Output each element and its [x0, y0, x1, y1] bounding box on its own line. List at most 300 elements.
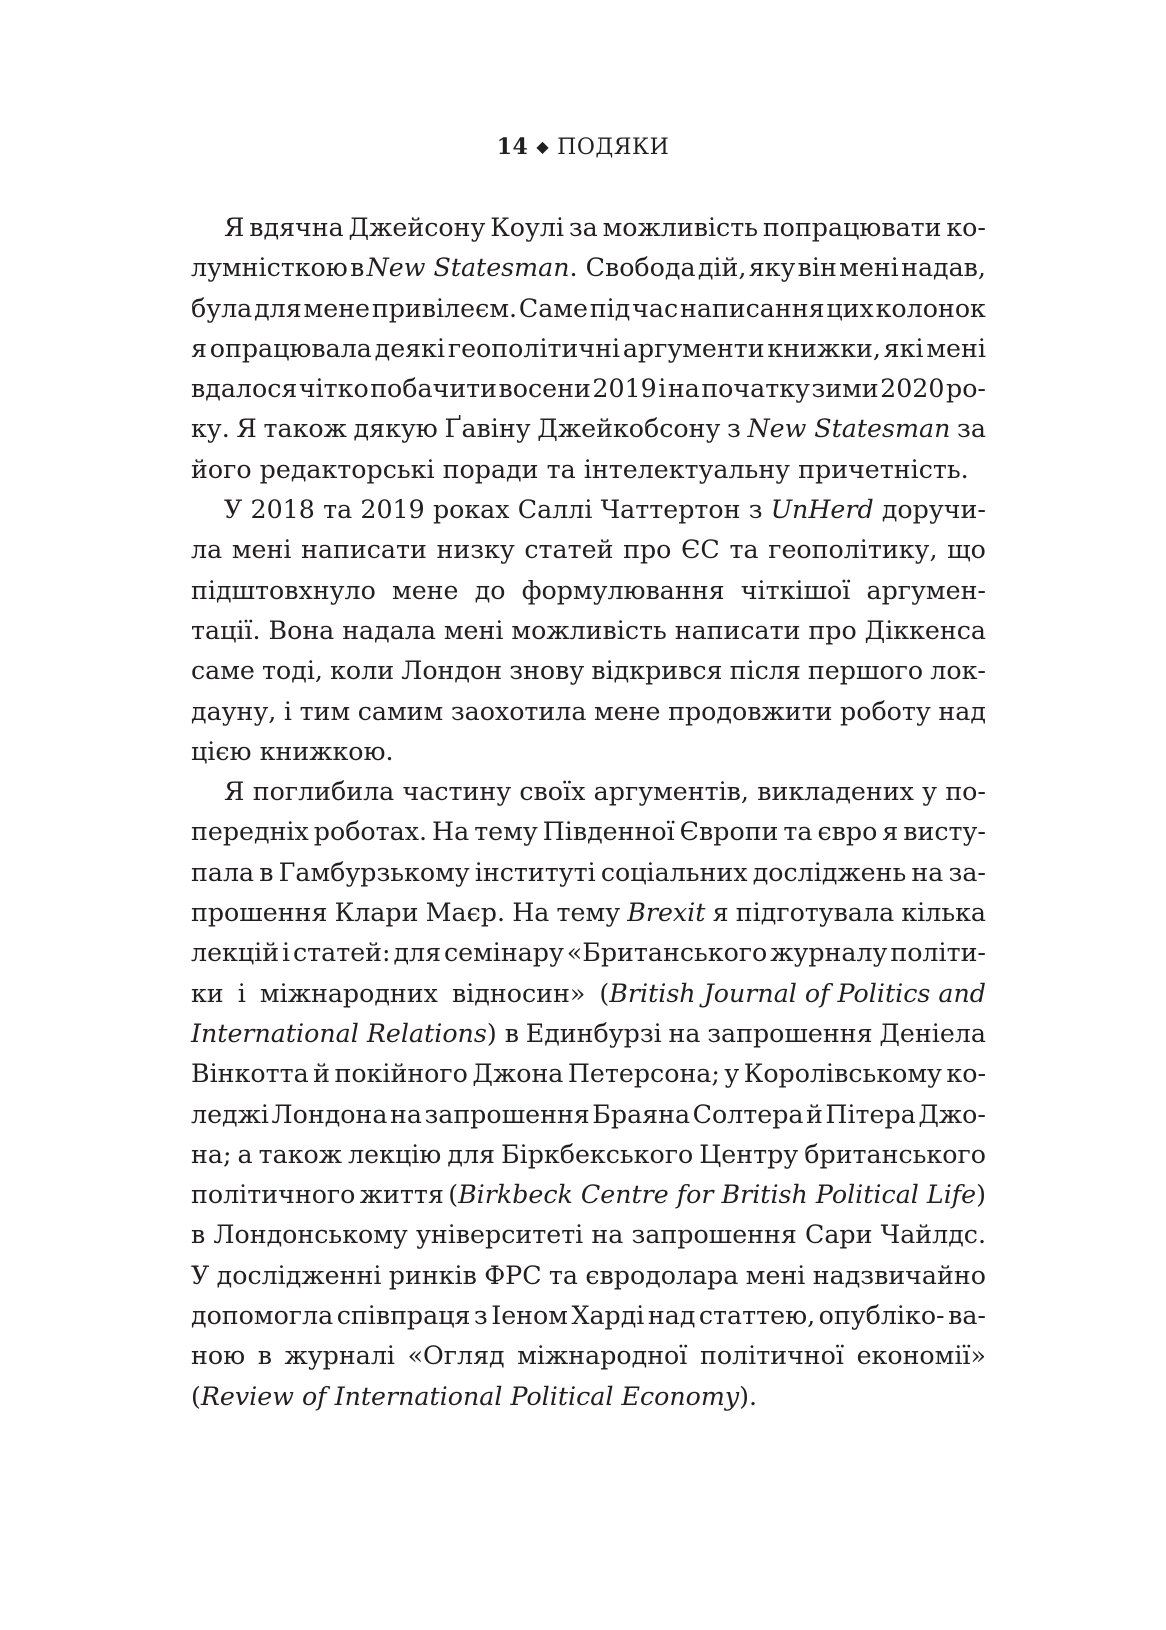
- word: політи-: [890, 938, 986, 968]
- word-group: [217, 1256, 382, 1296]
- word-group: [675, 611, 801, 651]
- text-line: [191, 1336, 986, 1376]
- text-line: [191, 490, 986, 530]
- word-group: [224, 208, 244, 248]
- word-group: [358, 692, 443, 732]
- word: з: [727, 414, 741, 444]
- word-group: [768, 530, 937, 570]
- text-line: [191, 1095, 986, 1135]
- text-line: [191, 692, 986, 732]
- word-group: [806, 1095, 823, 1135]
- word: час: [632, 293, 679, 323]
- word: яку: [748, 253, 796, 283]
- word: книжкою.: [259, 736, 394, 766]
- word: семінару: [443, 938, 564, 968]
- word-group: [191, 1175, 355, 1215]
- running-header: [0, 134, 1166, 160]
- word: причетність.: [798, 454, 969, 484]
- italic-word: New Statesman: [366, 253, 570, 283]
- word: Джона: [472, 1059, 564, 1089]
- word-group: [499, 369, 591, 409]
- word: Солтера: [692, 1099, 804, 1129]
- word-group: [293, 933, 391, 973]
- word: ла: [191, 535, 223, 565]
- word-group: [948, 1296, 986, 1336]
- word-group: [191, 369, 297, 409]
- word-group: [918, 1095, 986, 1135]
- word: Діккенса: [864, 615, 986, 645]
- word: Сари: [805, 1220, 873, 1250]
- word-group: [334, 1054, 467, 1094]
- word-group: [432, 812, 469, 852]
- word: низку: [436, 535, 515, 565]
- word: мені: [839, 253, 899, 283]
- word: тації.: [191, 615, 261, 645]
- word: інституті: [474, 857, 596, 887]
- word-group: [707, 1014, 872, 1054]
- word-group: [804, 1135, 986, 1175]
- text-line: [191, 1135, 986, 1175]
- word: мені: [231, 535, 292, 565]
- word-group: [882, 812, 898, 852]
- word: Королівському: [743, 1059, 942, 1089]
- word: міжнародної: [517, 1341, 688, 1371]
- word: «Огляд: [407, 1341, 505, 1371]
- word-group: [946, 369, 986, 409]
- word: своїх: [519, 777, 586, 807]
- word: і: [658, 374, 667, 404]
- text-line: [191, 853, 986, 893]
- word-group: [699, 1135, 798, 1175]
- word-group: [511, 611, 666, 651]
- word-group: [901, 248, 986, 288]
- word-group: [890, 933, 986, 973]
- word-group: [260, 450, 435, 490]
- word: поглибила: [252, 777, 395, 807]
- word: євро: [817, 817, 878, 847]
- word: політичного: [191, 1180, 356, 1210]
- word-group: [472, 1054, 563, 1094]
- word-group: [524, 530, 613, 570]
- text-line: [191, 1377, 986, 1417]
- word-group: [191, 571, 376, 611]
- word-group: [258, 1336, 272, 1376]
- word: ки: [191, 978, 224, 1008]
- word-group: [757, 772, 914, 812]
- word: (: [448, 1180, 459, 1210]
- word: Лондон: [401, 656, 503, 686]
- word: написання: [679, 293, 825, 323]
- word: книжки,: [767, 333, 881, 363]
- word-group: [191, 692, 276, 732]
- word-group: [839, 248, 899, 288]
- word: Вінкотта: [191, 1059, 309, 1089]
- word-group: [946, 1054, 986, 1094]
- word: інтелектуальну: [583, 454, 791, 484]
- word: і: [283, 696, 293, 726]
- word-group: [348, 1135, 441, 1175]
- word-group: [730, 651, 801, 691]
- word-group: [444, 611, 504, 651]
- word: частину: [402, 777, 512, 807]
- word-group: [285, 1336, 395, 1376]
- word: першого: [807, 656, 924, 686]
- word: дякую: [353, 414, 438, 444]
- word-group: [701, 369, 810, 409]
- word: та: [783, 817, 813, 847]
- word-group: [444, 409, 530, 449]
- word: Клари: [334, 898, 419, 928]
- word-group: [949, 853, 986, 893]
- word-group: [749, 490, 763, 530]
- word: на: [389, 1099, 422, 1129]
- word: редакторські: [259, 454, 435, 484]
- word: для: [447, 1139, 495, 1169]
- word-group: [360, 490, 424, 530]
- word: Петерсона;: [567, 1059, 720, 1089]
- word: Лондонському: [213, 1220, 408, 1250]
- word: університеті: [415, 1220, 584, 1250]
- word: Південної: [542, 817, 675, 847]
- word: ро-: [946, 374, 986, 404]
- text-line: [191, 571, 986, 611]
- word-group: [253, 772, 395, 812]
- word: передніх: [191, 817, 309, 847]
- word: Ґавіну: [444, 414, 531, 444]
- body-text: [191, 208, 986, 1417]
- word-group: [191, 1215, 205, 1255]
- word: про: [623, 535, 672, 565]
- word-group: [390, 1095, 422, 1135]
- word-group: [749, 248, 796, 288]
- word-group: [808, 651, 923, 691]
- word-group: [191, 409, 230, 449]
- word: а: [237, 1139, 253, 1169]
- word-group: [748, 409, 951, 449]
- italic-word: International Relations: [191, 1018, 487, 1048]
- word-group: [867, 571, 986, 611]
- word-group: [300, 692, 351, 732]
- word: кілька: [901, 898, 986, 928]
- word: прошення: [191, 898, 328, 928]
- word-group: [191, 1014, 519, 1054]
- word: Чаттертон: [600, 495, 741, 525]
- word-group: [191, 329, 207, 369]
- word-group: [632, 1215, 797, 1255]
- word-group: [881, 1215, 986, 1255]
- word-group: [259, 853, 273, 893]
- word-group: [680, 812, 779, 852]
- word: журналі: [284, 1341, 395, 1371]
- word-group: [808, 611, 856, 651]
- word: зими: [811, 374, 879, 404]
- word: надзвичайно: [812, 1260, 986, 1290]
- word-group: [313, 1054, 330, 1094]
- word: . Свобода: [569, 253, 696, 283]
- word-group: [557, 893, 621, 933]
- word-group: [475, 853, 596, 893]
- word-group: [798, 248, 837, 288]
- word: 2019: [360, 495, 425, 525]
- word-group: [424, 1095, 589, 1135]
- word-group: [249, 208, 343, 248]
- word: досліджень: [752, 857, 907, 887]
- word-group: [191, 933, 279, 973]
- word-group: [452, 974, 585, 1014]
- word: мені: [926, 333, 986, 363]
- word-group: [947, 530, 986, 570]
- word: ко-: [946, 1059, 986, 1089]
- word-group: [444, 933, 564, 973]
- word: ЄС: [681, 535, 720, 565]
- word: на: [668, 1018, 701, 1048]
- word-group: [901, 893, 986, 933]
- word-group: [350, 248, 364, 288]
- word-group: [443, 450, 539, 490]
- word: Я: [236, 414, 257, 444]
- word: У: [224, 495, 243, 525]
- text-line: [191, 772, 986, 812]
- word: мені: [443, 615, 504, 645]
- word-group: [547, 450, 576, 490]
- word-group: [238, 1135, 253, 1175]
- word-group: [668, 369, 700, 409]
- word: ку.: [191, 414, 230, 444]
- word-group: [191, 1377, 757, 1417]
- word: роботах.: [313, 817, 428, 847]
- word: я: [882, 817, 899, 847]
- word-group: [299, 369, 369, 409]
- word: ко-: [946, 213, 986, 242]
- word: на;: [191, 1139, 232, 1169]
- word-group: [727, 409, 741, 449]
- word: та: [729, 535, 759, 565]
- word-group: [699, 1296, 815, 1336]
- word: мене: [392, 575, 459, 605]
- text-line: [191, 732, 986, 772]
- word: статей:: [292, 938, 391, 968]
- word: чітко: [298, 374, 369, 404]
- word-group: [592, 1095, 690, 1135]
- word: Единбурзі: [525, 1018, 662, 1048]
- text-line: [191, 248, 986, 288]
- word: Європи: [679, 817, 779, 847]
- chapter-title: ПОДЯКИ: [557, 135, 670, 160]
- word: знову: [509, 656, 585, 686]
- text-line: [191, 409, 986, 449]
- word: я: [191, 333, 207, 363]
- italic-word: British Journal of Politics and: [609, 978, 986, 1008]
- word: роботу: [840, 696, 931, 726]
- word-group: [826, 289, 873, 329]
- word-group: [857, 1336, 986, 1376]
- word: Коулі: [490, 213, 565, 242]
- word: самим: [357, 696, 444, 726]
- word-group: [571, 1296, 644, 1336]
- text-line: [191, 812, 986, 852]
- word-group: [238, 974, 246, 1014]
- word: У: [191, 1260, 210, 1290]
- word-group: [191, 732, 252, 772]
- word-group: [262, 651, 323, 691]
- word: міжнародних: [259, 978, 438, 1008]
- word: На: [512, 898, 550, 928]
- word: 2020: [880, 374, 945, 404]
- word-group: [594, 772, 749, 812]
- word-group: [393, 933, 441, 973]
- word-group: [840, 692, 931, 732]
- word-group: [416, 1215, 583, 1255]
- text-line: [191, 289, 986, 329]
- word-group: [501, 1135, 693, 1175]
- word: цією: [191, 736, 252, 766]
- word-group: [601, 490, 741, 530]
- word: ринків: [388, 1260, 477, 1290]
- word-group: [375, 329, 445, 369]
- word: 2019: [592, 374, 657, 404]
- word-group: [585, 1256, 738, 1296]
- word-group: [771, 490, 874, 530]
- word: чіткішої: [740, 575, 851, 605]
- word: у: [724, 1059, 740, 1089]
- word-group: [191, 1296, 333, 1336]
- word: початку: [701, 374, 810, 404]
- word-group: [601, 853, 748, 893]
- word-group: [938, 692, 986, 732]
- word: дауну,: [191, 696, 277, 726]
- word: в: [257, 1341, 272, 1371]
- word: за: [568, 213, 598, 242]
- word-group: [668, 692, 832, 732]
- word: попрацювати: [762, 213, 942, 242]
- word: коли: [330, 656, 395, 686]
- word-group: [372, 289, 517, 329]
- italic-word: UnHerd: [770, 495, 874, 525]
- word: 2018: [250, 495, 315, 525]
- word: які: [883, 333, 924, 363]
- word: і: [281, 938, 291, 968]
- word: ): [976, 1180, 986, 1210]
- word-group: [590, 289, 631, 329]
- word: Біркбекського: [501, 1139, 694, 1169]
- word-group: [882, 490, 986, 530]
- word: для: [393, 938, 442, 968]
- word-group: [591, 651, 722, 691]
- word-group: [354, 409, 438, 449]
- word: мене: [303, 293, 371, 323]
- word-group: [681, 530, 720, 570]
- word-group: [191, 1336, 245, 1376]
- word-group: [729, 530, 758, 570]
- word: деякі: [374, 333, 446, 363]
- word: заохотила: [450, 696, 587, 726]
- word: Гамбурзькому: [278, 857, 470, 887]
- word-group: [746, 1256, 806, 1296]
- text-line: [191, 893, 986, 933]
- word: пала: [191, 857, 255, 887]
- word-group: [518, 490, 593, 530]
- separator-diamond-icon: ◆: [536, 137, 550, 156]
- word-group: [526, 1014, 662, 1054]
- word: відносин»: [451, 978, 586, 1008]
- word-group: [191, 248, 348, 288]
- text-line: [191, 1175, 986, 1215]
- word: в: [259, 857, 274, 887]
- word-group: [349, 208, 486, 248]
- text-line: [191, 933, 986, 973]
- word-group: [713, 893, 729, 933]
- word-group: [282, 933, 290, 973]
- word-group: [490, 208, 564, 248]
- word: у: [922, 777, 938, 807]
- word-group: [519, 772, 585, 812]
- word-group: [798, 450, 969, 490]
- word: британського: [804, 1139, 986, 1169]
- word: леджі: [191, 1099, 269, 1129]
- word: також: [263, 414, 347, 444]
- word: економії»: [856, 1341, 986, 1371]
- word: ва-: [948, 1301, 986, 1331]
- word-group: [879, 1014, 986, 1054]
- word: на: [667, 374, 700, 404]
- word-group: [433, 490, 510, 530]
- text-line: [191, 208, 986, 248]
- word-group: [224, 772, 244, 812]
- word: в: [191, 1220, 206, 1250]
- word-group: [584, 450, 790, 490]
- word: Джо-: [918, 1099, 986, 1129]
- word-group: [314, 812, 427, 852]
- word: саме: [191, 656, 255, 686]
- word-group: [512, 893, 549, 933]
- word-group: [330, 651, 394, 691]
- word: Лондона: [271, 1099, 388, 1129]
- word: тоді,: [262, 656, 323, 686]
- word-group: [260, 974, 438, 1014]
- word-group: [522, 571, 725, 611]
- word-group: [474, 1296, 488, 1336]
- word: над: [938, 696, 986, 726]
- word: я: [712, 898, 729, 928]
- word: статтею,: [698, 1301, 816, 1331]
- italic-word: Review of International Political Economy: [200, 1381, 740, 1411]
- word: привілеєм.: [371, 293, 518, 323]
- word-group: [191, 893, 327, 933]
- word: про: [808, 615, 857, 645]
- word: «Британського: [566, 938, 768, 968]
- word: та: [323, 495, 353, 525]
- word-group: [876, 289, 986, 329]
- word: Центру: [699, 1139, 799, 1169]
- word-group: [451, 692, 587, 732]
- word-group: [260, 732, 394, 772]
- word-group: [724, 1054, 739, 1094]
- word-group: [191, 611, 261, 651]
- word-group: [426, 893, 505, 933]
- word-group: [903, 812, 986, 852]
- word: Чайлдс.: [880, 1220, 986, 1250]
- word: опрацювала: [209, 333, 372, 363]
- word-group: [392, 571, 458, 611]
- word-group: [627, 893, 705, 933]
- word: опубліко-: [818, 1301, 945, 1331]
- word: Вона: [268, 615, 335, 645]
- word-group: [648, 1296, 696, 1336]
- word-group: [817, 812, 877, 852]
- word-group: [191, 651, 255, 691]
- word: ) в: [486, 1018, 519, 1048]
- word: для: [254, 293, 302, 323]
